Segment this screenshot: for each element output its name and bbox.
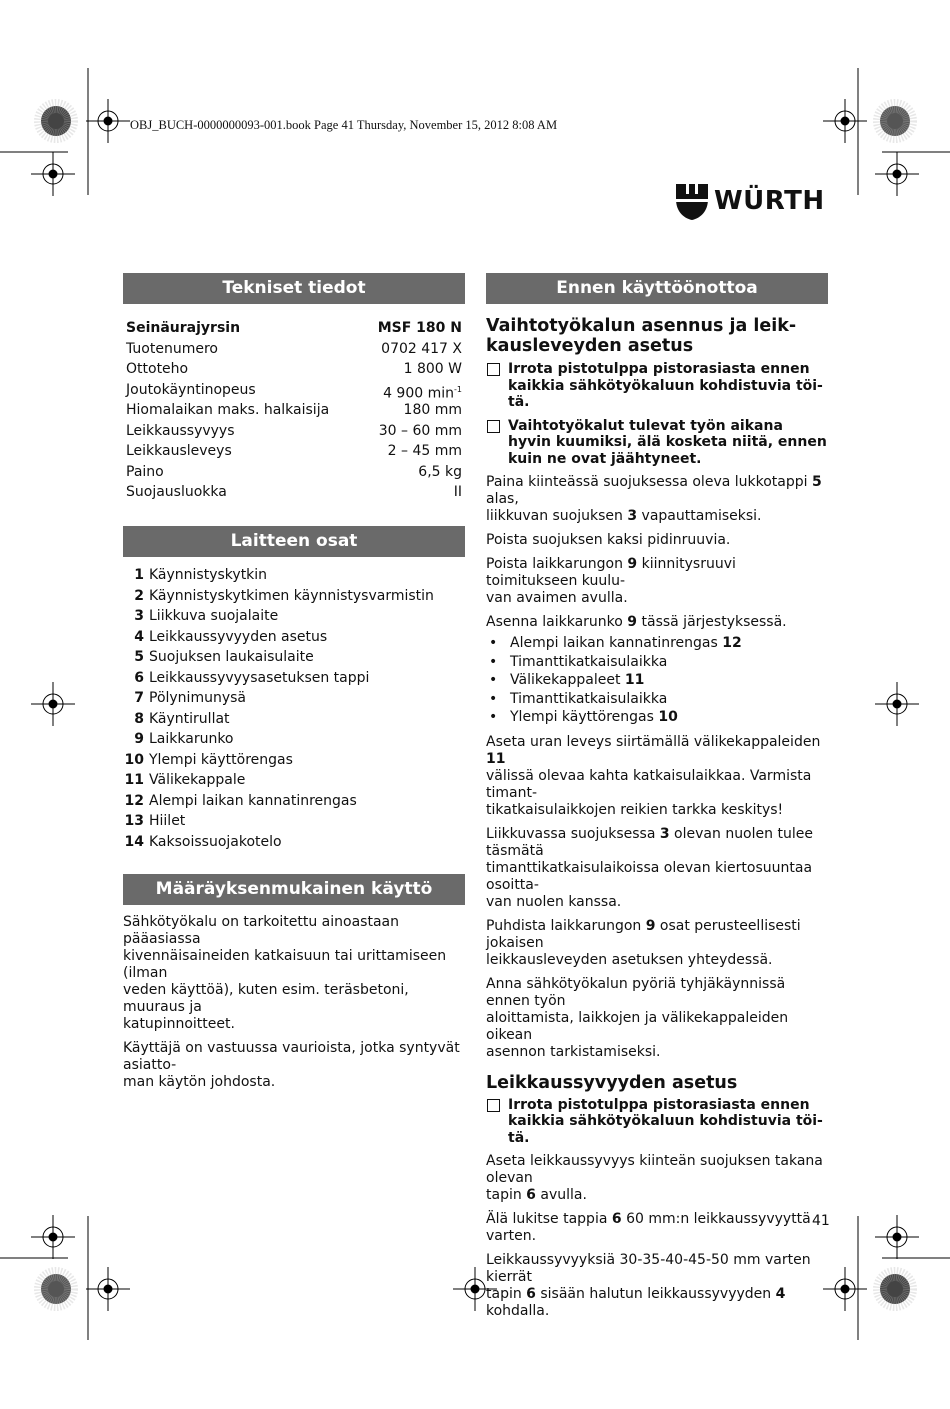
part-label: Käyntirullat bbox=[149, 710, 230, 727]
bullet-text: Timanttikatkaisulaikka bbox=[510, 653, 668, 670]
assembly-order-list bbox=[486, 634, 831, 727]
warning-unplug-2: Irrota pistotulppa pistorasiasta ennen kaikkia sähkötyökaluun kohdistuvia töi- tä. bbox=[486, 1097, 831, 1147]
checkbox-square-icon bbox=[487, 363, 500, 376]
part-label: Ylempi käyttörengas bbox=[149, 751, 293, 768]
bullet-icon: • bbox=[489, 635, 498, 651]
part-item bbox=[122, 709, 462, 730]
intended-use-heading: Määräyksenmukainen käyttö bbox=[123, 874, 465, 905]
part-number: 1 bbox=[134, 567, 144, 583]
tech-specs-table bbox=[126, 318, 462, 503]
wurth-logo-icon bbox=[676, 184, 708, 220]
spec-label: Leikkausleveys bbox=[126, 443, 232, 459]
part-label: Alempi laikan kannatinrengas bbox=[149, 792, 357, 809]
bullet-text: Timanttikatkaisulaikka bbox=[510, 690, 668, 707]
parts-heading: Laitteen osat bbox=[123, 526, 465, 557]
use-paragraph-1: Sähkötyökalu on tarkoitettu ainoastaan pääasiassa kivennäisaineiden katkaisuun tai urittamiseen (ilman veden käyttöä), kuten esim. teräsbetoni, muuraus ja katupinnoitteet. bbox=[123, 914, 447, 1032]
spec-value: 4 900 $\min^{-1}$ bbox=[383, 384, 462, 402]
part-label: Käynnistyskytkimen käynnistysvarmistin bbox=[149, 587, 434, 604]
spec-row bbox=[126, 421, 462, 442]
tech-specs-heading: Tekniset tiedot bbox=[123, 273, 465, 304]
spec-value: 6,5 kg bbox=[418, 463, 462, 480]
warning-unplug: Irrota pistotulppa pistorasiasta ennen kaikkia sähkötyökaluun kohdistuvia töi- tä. bbox=[486, 361, 831, 411]
spec-label: Suojausluokka bbox=[126, 484, 227, 500]
part-number: 4 bbox=[134, 628, 144, 645]
checkbox-square-icon bbox=[487, 420, 500, 433]
part-item bbox=[122, 832, 462, 853]
part-label: Välikekappale bbox=[149, 772, 246, 788]
part-number: 14 bbox=[124, 833, 144, 850]
part-item bbox=[122, 668, 462, 689]
part-item bbox=[122, 565, 462, 586]
part-item bbox=[122, 606, 462, 627]
parts-list bbox=[122, 565, 462, 852]
spec-value: 1 800 W bbox=[403, 361, 462, 377]
part-item bbox=[122, 627, 462, 648]
part-item bbox=[122, 647, 462, 668]
spec-value: 2 – 45 mm bbox=[387, 443, 462, 459]
spec-row bbox=[126, 400, 462, 421]
bullet-item bbox=[486, 708, 831, 727]
part-label: Kaksoissuojakotelo bbox=[149, 833, 282, 850]
part-number: 11 bbox=[124, 772, 144, 788]
part-label: Liikkuva suojalaite bbox=[149, 608, 279, 624]
part-item bbox=[122, 811, 462, 832]
paragraph-arrow-direction: Liikkuvassa suojuksessa 3 olevan nuolen tulee täsmätä timanttikatkaisulaikoissa olevan kiertosuuntaa osoitta- van nuolen kanssa. bbox=[486, 825, 813, 910]
part-number: 3 bbox=[134, 608, 144, 624]
paragraph-idle-run: Anna sähkötyökalun pyöriä tyhjäkäynnissä ennen työn aloittamista, laikkojen ja välikekappaleiden oikean asennon tarkistamiseksi. bbox=[486, 975, 789, 1060]
spec-value: 0702 417 X bbox=[381, 340, 462, 357]
cut-depth-heading: Leikkaussyvyyden asetus bbox=[486, 1072, 738, 1093]
part-item bbox=[122, 729, 462, 750]
part-label: Käynnistyskytkin bbox=[149, 567, 268, 583]
bullet-icon: • bbox=[489, 709, 498, 725]
bullet-item bbox=[486, 690, 831, 709]
spec-label: Tuotenumero bbox=[126, 340, 218, 357]
part-item bbox=[122, 688, 462, 709]
part-label: Pölynimunysä bbox=[149, 690, 246, 706]
part-number: 13 bbox=[124, 813, 144, 829]
part-item bbox=[122, 791, 462, 812]
spec-row bbox=[126, 380, 462, 401]
paragraph-set-depth: Aseta leikkaussyvyys kiinteän suojuksen takana olevan tapin 6 avulla. bbox=[486, 1153, 823, 1203]
bullet-item bbox=[486, 671, 831, 690]
spec-row bbox=[126, 462, 462, 483]
spec-row bbox=[126, 359, 462, 380]
warning-hot-tools: Vaihtotyökalut tulevat työn aikana hyvin kuumiksi, älä kosketa niitä, ennen kuin ne ovat jäähtyneet. bbox=[486, 418, 831, 468]
spec-row bbox=[126, 441, 462, 462]
part-label: Hiilet bbox=[149, 813, 186, 829]
paragraph-depth-values: Leikkaussyvyyksiä 30-35-40-45-50 mm varten kierrät tapin 6 sisään halutun leikkaussyvyyden 4 kohdalla. bbox=[486, 1252, 811, 1319]
brand-name: WÜRTH bbox=[714, 186, 825, 216]
part-number: 5 bbox=[134, 649, 144, 665]
bullet-icon: • bbox=[489, 672, 498, 688]
part-number: 8 bbox=[134, 710, 144, 727]
spec-value: 30 – 60 mm bbox=[378, 422, 462, 439]
spec-value: 180 mm bbox=[403, 402, 462, 418]
use-paragraph-2: Käyttäjä on vastuussa vaurioista, jotka syntyvät asiatto- man käytön johdosta. bbox=[123, 1040, 460, 1090]
paragraph-lock-pin: Paina kiinteässä suojuksessa oleva lukkotappi 5 alas, liikkuvan suojuksen 3 vapauttamiseksi. bbox=[486, 474, 822, 524]
paragraph-assemble-order: Asenna laikkarunko 9 tässä järjestyksessä. bbox=[486, 614, 787, 630]
paragraph-groove-width: Aseta uran leveys siirtämällä välikekappaleiden 11 välissä olevaa kahta katkaisulaikkaa. Varmista timant- tikatkaisulaikkojen reikien tarkka keskitys! bbox=[486, 733, 821, 818]
spec-label: Leikkaussyvyys bbox=[126, 422, 235, 439]
spec-value: MSF 180 N bbox=[377, 320, 462, 336]
spec-row bbox=[126, 318, 462, 339]
part-number: 12 bbox=[124, 792, 144, 809]
bullet-item bbox=[486, 653, 831, 672]
bullet-icon: • bbox=[489, 690, 498, 707]
bullet-text: Ylempi käyttörengas 10 bbox=[510, 709, 678, 725]
paragraph-clean: Puhdista laikkarungon 9 osat perusteellisesti jokaisen leikkausleveyden asetuksen yhteydessä. bbox=[486, 917, 801, 968]
part-item bbox=[122, 770, 462, 791]
checkbox-square-icon bbox=[487, 1099, 500, 1112]
bullet-text: Välikekappaleet 11 bbox=[510, 672, 645, 688]
part-label: Leikkaussyvyyden asetus bbox=[149, 628, 328, 645]
bullet-text: Alempi laikan kannatinrengas 12 bbox=[510, 635, 742, 651]
spec-label: Hiomalaikan maks. halkaisija bbox=[126, 402, 330, 418]
spec-value: II bbox=[453, 484, 462, 500]
paragraph-remove-screw: Poista laikkarungon 9 kiinnitysruuvi toimitukseen kuulu- van avaimen avulla. bbox=[486, 556, 736, 606]
spec-row bbox=[126, 482, 462, 503]
spec-label: Paino bbox=[126, 463, 164, 480]
part-label: Leikkaussyvyysasetuksen tappi bbox=[149, 669, 370, 686]
part-number: 10 bbox=[124, 751, 144, 768]
spec-label: Joutokäyntinopeus bbox=[126, 381, 256, 398]
bullet-item bbox=[486, 634, 831, 653]
part-item bbox=[122, 750, 462, 771]
spec-label: Ottoteho bbox=[126, 361, 189, 377]
part-number: 6 bbox=[134, 669, 144, 686]
before-use-heading: Ennen käyttöönottoa bbox=[486, 273, 828, 304]
intended-use-text bbox=[123, 914, 468, 1098]
spec-row bbox=[126, 339, 462, 360]
bullet-icon: • bbox=[489, 653, 498, 670]
part-item bbox=[122, 586, 462, 607]
part-label: Laikkarunko bbox=[149, 731, 234, 747]
print-header: OBJ_BUCH-0000000093-001.book Page 41 Thursday, November 15, 2012 8:08 AM bbox=[130, 118, 558, 132]
paragraph-no-lock: Älä lukitse tappia 6 60 mm:n leikkaussyvyyttä varten. bbox=[486, 1211, 811, 1244]
part-number: 2 bbox=[134, 587, 144, 604]
tool-mounting-heading: Vaihtotyökalun asennus ja leik- kausleveyden asetus bbox=[486, 316, 797, 356]
wurth-logo bbox=[676, 184, 831, 220]
part-number: 9 bbox=[134, 731, 144, 747]
page-number: 41 bbox=[812, 1213, 830, 1229]
before-use-section bbox=[486, 316, 831, 1327]
paragraph-remove-screws: Poista suojuksen kaksi pidinruuvia. bbox=[486, 532, 731, 548]
part-number: 7 bbox=[134, 690, 144, 706]
spec-label: Seinäurajyrsin bbox=[126, 320, 241, 336]
part-label: Suojuksen laukaisulaite bbox=[149, 649, 314, 665]
